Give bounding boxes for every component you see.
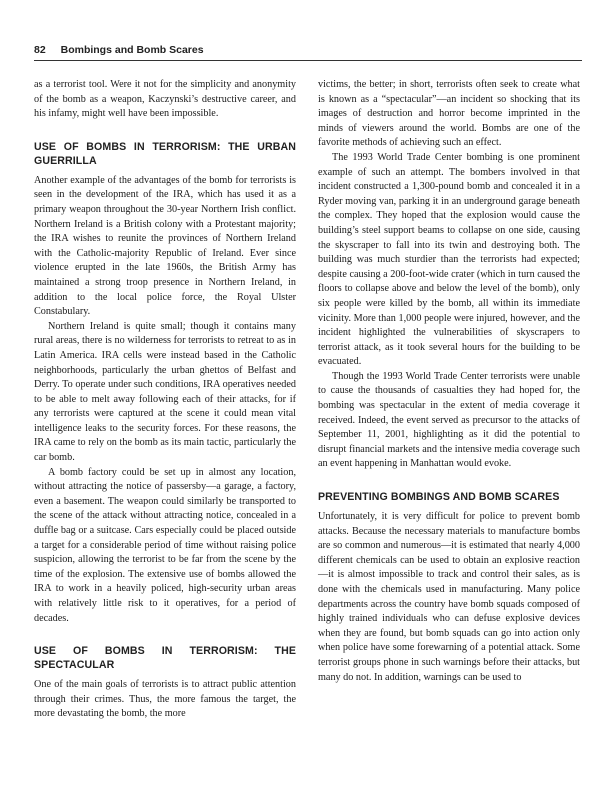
- right-column: [318, 78, 580, 685]
- header-rule: [34, 60, 582, 61]
- running-title: Bombings and Bomb Scares: [60, 44, 204, 56]
- section-heading-urban-guerrilla: USE OF BOMBS IN TERRORISM: THE URBAN GUERRILLA: [34, 140, 296, 167]
- section-heading-spectacular: USE OF BOMBS IN TERRORISM: THE SPECTACULAR: [34, 645, 296, 672]
- paragraph-urban-3: A bomb factory could be set up in almost any location, without attracting the notice of passersby—a garage, a factory, even a basement. The weapon could similarly be transported to the scene of the attack without attracting notice, concealed in a duffle bag or a suitcase. Cars especially could be placed outside a target for a considerable period of time without raising police suspicion, allowing the terrorist to be far from the scene by the time of the explosion. The extensive use of bombs allowed the IRA to work in a heavily policed, high-security urban areas with relatively little risk to it operatives, for a period of decades.: [34, 466, 296, 624]
- running-head: [34, 44, 582, 56]
- paragraph-urban-2: Northern Ireland is quite small; though it contains many rural areas, there is no wilderness for terrorists to retreat to as in Latin America. IRA cells were instead based in the Catholic neighborhoods, particularly the urban ghettos of Belfast and Derry. To operate under such conditions, IRA operatives needed to be able to melt away following each of their attacks, for if any terrorists were captured at the scene it could mean vital intelligence leaks to the security forces. For these reasons, the IRA came to rely on the bomb as its main tactic, particularly the car bomb.: [34, 320, 296, 464]
- paragraph-intro: as a terrorist tool. Were it not for the simplicity and anonymity of the bomb as a weapon, Kaczynski’s destructive career, and his infamy, might well have been impossible.: [34, 79, 296, 120]
- paragraph-spectacular-1: One of the main goals of terrorists is to attract public attention through their crimes. Thus, the more famous the target, the more devastating the bomb, the more: [34, 679, 296, 720]
- page-number: 82: [34, 44, 46, 56]
- paragraph-urban-1: Another example of the advantages of the bomb for terrorists is seen in the development of the IRA, which has used it as a primary weapon throughout the 30-year Northern Irish conflict. Northern Ireland is a British colony with a Protestant majority; the IRA wishes to reunite the provinces of Northern Ireland with the Catholic-majority Republic of Ireland. Ever since violence erupted in the late 1960s, the British Army has maintained a strong troop presence in Northern Ireland, in addition to the local police force, the Royal Ulster Constabulary.: [34, 174, 296, 318]
- paragraph-wtc-2: Though the 1993 World Trade Center terrorists were unable to cause the thousands of casualties they had hoped for, the bombing was spectacular in the extent of media coverage it received. Indeed, the event served as precursor to the attacks of September 11, 2001, highlighting as it did the potential to disrupt financial markets and the intensive media coverage such an event happening in Manhattan would evoke.: [318, 370, 580, 470]
- left-column: [34, 78, 296, 722]
- paragraph-spectacular-continued: victims, the better; in short, terrorists often seek to create what is known as a “spectacular”—an incident so shocking that its images of destruction and horror become imprinted in the minds of viewers around the world. Bombs are one of the favorite methods of achieving such an effect.: [318, 79, 580, 149]
- paragraph-wtc-1: The 1993 World Trade Center bombing is one prominent example of such an attempt. The bombers involved in that incident constructed a 1,300-pound bomb and concealed it in a Ryder moving van, parking it in an underground garage beneath the complex. They hoped that the explosion would cause the building’s steel support beams to collapse on one side, causing the skyscraper to fall into its twin and destroying both. The building was much sturdier than the terrorists had expected; despite causing a 200-foot-wide crater (which in turn caused the floors to collapse above and below the level of the bomb), only six people were killed by the bomb, all within its immediate vicinity. More than 1,000 people were injured, however, and the incident highlighted the vulnerabilities of skyscrapers to terrorist attack, as it took several hours for the building to be evacuated.: [318, 151, 580, 368]
- paragraph-preventing-1: Unfortunately, it is very difficult for police to prevent bomb attacks. Because the necessary materials to manufacture bombs are so common and numerous—it is estimated that nearly 4,000 different chemicals can be used to obtain an explosive reaction—it is almost impossible to track and control their sales, as is done with the chemicals used in manufacturing. Many police departments across the country have bomb squads composed of highly trained individuals who can defuse explosive devices when they are found, but bomb squads can go into action only when police have some forewarning of a potential attack. Some terrorist groups phone in such warnings before their attacks, but many do not. In addition, warnings can be used to: [318, 511, 580, 683]
- section-heading-preventing: PREVENTING BOMBINGS AND BOMB SCARES: [318, 491, 560, 504]
